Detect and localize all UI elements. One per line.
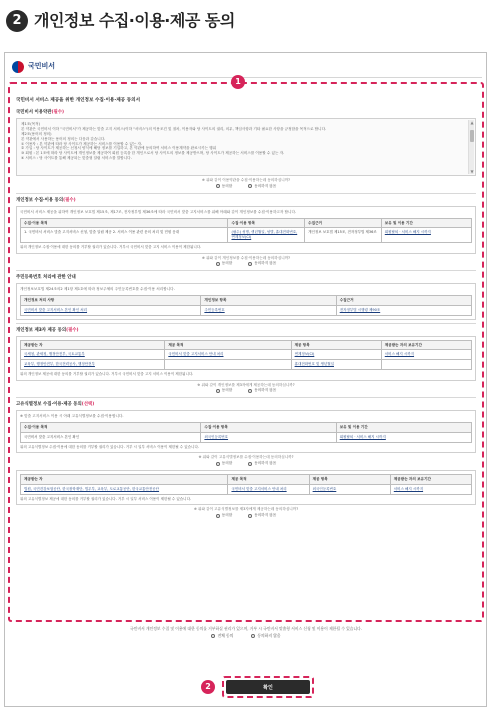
table-header: 제공 항목 (309, 475, 390, 485)
third-note: 위의 개인정보 제공에 대한 동의를 거부할 권리가 있습니다. 거부시 국민비서 맞춤 고지 서비스 이용이 제한됩니다. (20, 371, 194, 376)
radio-circle-icon (248, 262, 252, 266)
table-row (21, 432, 472, 442)
optional-third-radio-group (16, 513, 476, 518)
table-cell: (필수) 성명, 생년월일, 성별, 휴대전화번호, 연계정보(CI) (228, 228, 305, 242)
table-header: 수집·이용 목적 (21, 218, 228, 228)
radio-label: 동의함 (221, 261, 233, 266)
radio-circle-icon (251, 634, 255, 638)
optional-disagree-radio[interactable] (248, 461, 276, 466)
table-cell (165, 360, 291, 370)
third-question: ※ 위와 같이 개인정보를 제3자에게 제공하는데 동의하십니까? (197, 382, 295, 387)
table-cell: 외국인등록번호 (201, 432, 336, 442)
radio-circle-icon (216, 462, 220, 466)
collect-note: 위의 개인정보 수집·이용에 대한 동의를 거부할 권리가 있습니다. 거부시 국민비서 맞춤 고지 서비스 이용이 제한됩니다. (20, 244, 202, 249)
required-tag: (필수) (63, 197, 76, 203)
radio-label: 동의하지 않음 (254, 461, 277, 466)
table-header: 수집근거 (336, 296, 471, 306)
terms-line: 제2조(용어의 정의) (21, 131, 52, 136)
radio-circle-icon (248, 184, 252, 188)
radio-circle-icon (216, 184, 220, 188)
optional-section-title (16, 402, 476, 408)
unique-box (16, 283, 476, 319)
table-cell (381, 360, 471, 370)
table-header: 제공받는 자의 보유기간 (381, 340, 471, 350)
radio-circle-icon (248, 514, 252, 518)
optional-radio-group (16, 461, 476, 466)
scroll-up-icon[interactable]: ▲ (470, 120, 474, 126)
confirm-highlight (222, 676, 314, 698)
optional-title: 고유식별정보 수집·이용·제공 동의 (16, 402, 82, 408)
third-title: 개인정보 제3자 제공 동의 (16, 327, 67, 333)
table-cell: 회원탈퇴 · 서비스 해지 시까지 (336, 432, 471, 442)
table-header: 제공 목적 (228, 475, 309, 485)
scroll-down-icon[interactable]: ▼ (470, 169, 474, 175)
required-tag: (필수) (66, 327, 79, 333)
terms-line: ② 가입 : 당 사이트가 제공하는 신청서 양식에 해당 정보를 기입하고, 본 약관에 동의하여 서비스 이용계약을 완료시키는 행위 (21, 146, 217, 151)
optional-third-box (16, 470, 476, 505)
radio-circle-icon (216, 262, 220, 266)
collect-title: 개인정보 수집·이용 동의 (16, 197, 64, 203)
optional-third-agree-radio[interactable] (216, 513, 232, 518)
table-cell: 법원, 국민건강보험공단, 한국장학재단, 법무부, 교육부, 도로교통공단, 한국교통안전공단 (21, 484, 228, 494)
third-table (20, 340, 472, 370)
table-cell: 외국인등록번호 (309, 484, 390, 494)
third-section-title (16, 328, 476, 334)
collect-agree-radio[interactable] (216, 261, 232, 266)
logo (12, 60, 55, 74)
table-header: 개인정보 처리 사항 (21, 296, 201, 306)
optional-question: ※ 위와 같이 고유식별정보를 수집·이용하는데 동의하십니까? (198, 455, 294, 460)
agree-all-radio[interactable] (211, 633, 233, 638)
terms-line: ④ 서비스 : 당 사이트를 통해 제공되는 맞춤형 알림 서비스를 말합니다. (21, 156, 132, 161)
third-box (16, 336, 476, 381)
optional-agree-radio[interactable] (216, 461, 232, 466)
terms-disagree-radio[interactable] (248, 184, 276, 189)
table-cell: 1. 국민비서 서비스 맞춤 고지서비스 신청, 맞춤 알림 제공 2. 서비스 이용 관련 문의 처리 및 민원 응대 (21, 228, 228, 242)
radio-label: 동의하지 않음 (257, 633, 281, 638)
table-row (21, 305, 472, 315)
terms-line: ① 이용자 : 본 약관에 따라 당 사이트가 제공하는 서비스를 이용할 수 있는 자. (21, 141, 143, 146)
radio-circle-icon (216, 514, 220, 518)
divider (16, 193, 476, 194)
table-header: 제공 목적 (165, 340, 291, 350)
table-header: 제공 항목 (291, 340, 381, 350)
logo-text: 국민비서 (28, 62, 56, 71)
unique-desc: 개인정보보호법 제24조의2 제1항 제1호에 따라 정보주체의 주민등록번호를 수집·이용 처리합니다. (20, 287, 175, 292)
divider (16, 323, 476, 324)
terms-line: 본 약관은 국민비서 이하 "국민비서"가 제공하는 맞춤 고지 서비스(이하 "서비스")의 이용조건 및 절차, 이용자와 당 사이트의 권리, 의무, 책임사항과 기타 필요한 사항을 규정함을 목적으로 합니다. (21, 126, 327, 131)
collect-question: ※ 위와 같이 개인정보를 수집·이용하는데 동의하십니까? (201, 255, 291, 260)
optional-table (20, 422, 472, 443)
table-row (21, 360, 472, 370)
logo-divider (10, 77, 482, 78)
terms-line: ③ 회원 : 본 1조에 따라 당 사이트에 개인정보를 제공하여 회원 등록을 한 개인으로서 당 사이트의 정보를 제공받으며, 당 사이트가 제공하는 서비스를 이용할 수 있는 자. (21, 151, 285, 156)
taegeuk-logo-icon (12, 61, 24, 73)
table-cell: 국민비서 맞춤 고지서비스 본인 확인 (21, 432, 201, 442)
table-header: 수집·이용 항목 (228, 218, 305, 228)
terms-agree-radio[interactable] (216, 184, 232, 189)
collect-disagree-radio[interactable] (248, 261, 276, 266)
table-cell: 개인정보 보호법 제15조, 전자정부법 제36조 (305, 228, 382, 242)
radio-label: 동의함 (221, 183, 233, 188)
optional-third-question: ※ 위와 같이 고유식별정보를 제3자에게 제공하는데 동의하십니까? (193, 507, 299, 512)
divider (16, 397, 476, 398)
table-cell: 국세청, 관세청, 행정안전부, 국토교통부 (21, 350, 165, 360)
radio-circle-icon (216, 389, 220, 393)
table-cell: 국민비서 맞춤 고지서비스 본인 확인 처리 (21, 305, 201, 315)
page-title: 개인정보 수집·이용·제공 동의 (34, 11, 235, 31)
table-header: 수집근거 (305, 218, 382, 228)
table-cell: 휴대전화번호 및 생년월일 (291, 360, 381, 370)
confirm-button[interactable]: 확인 (226, 680, 310, 694)
terms-radio-group (16, 184, 476, 189)
table-header: 수집·이용 목적 (21, 423, 201, 433)
step-badge: 2 (6, 10, 28, 32)
table-cell: 교육부, 행정안전부, 한국전력공사, 행정안전부 (21, 360, 165, 370)
table-cell: 연계정보(CI) (291, 350, 381, 360)
disagree-all-radio[interactable] (251, 633, 280, 638)
radio-label: 동의함 (221, 461, 233, 466)
annotation-marker-1: 1 (231, 75, 245, 89)
collect-section-title (16, 198, 476, 204)
optional-third-note: 위의 고유식별정보 제공에 대한 동의를 거부할 권리가 있습니다. 거부 시 일부 서비스 이용이 제한될 수 있습니다. (20, 496, 192, 501)
footer-note: 국민비서 개인정보 수집 및 이용에 대한 동의를 거부하실 권리가 있으며, 거부 시 국민비서 맞춤형 서비스 신청 및 이용이 제한될 수 있습니다. (130, 626, 362, 631)
footer-radio-group (10, 633, 482, 638)
optional-note: 위의 고유식별정보 수집·이용에 대한 동의를 거부할 권리가 있습니다. 거부 시 일부 서비스 이용이 제한될 수 있습니다. (20, 444, 199, 449)
table-cell: 국민비서 맞춤 고지서비스 안내 처리 (165, 350, 291, 360)
radio-label: 전체 동의 (217, 633, 234, 638)
table-cell: 서비스 해지 시까지 (390, 484, 471, 494)
collect-desc: 국민비서 서비스 제공을 위하여 개인정보 보호법 제15조, 제17조, 전자정부법 제36조에 따라 국민비서 맞춤 고지서비스를 위해 아래와 같이 개인정보를 수집·이용하고자 합니다. (20, 209, 297, 214)
table-header: 개인정보 항목 (201, 296, 336, 306)
table-cell: 전자정부법 시행령 제90조 (336, 305, 471, 315)
annotation-marker-2: 2 (201, 680, 215, 694)
radio-label: 동의하지 않음 (254, 513, 277, 518)
terms-title: 국민비서 이용약관 (16, 110, 52, 116)
table-cell: 국민비서 맞춤 고지서비스 안내 처리 (228, 484, 309, 494)
scroll-thumb[interactable] (470, 130, 474, 142)
terms-line: 제1조(목적) (21, 122, 40, 127)
terms-scrollbox[interactable] (16, 118, 476, 176)
radio-label: 동의하지 않음 (254, 388, 277, 393)
table-row (21, 350, 472, 360)
unique-table (20, 295, 472, 316)
terms-question: ※ 위와 같이 이용약관을 수집·이용하는데 동의하십니까? (201, 178, 291, 183)
consent-doc-title: 국민비서 서비스 제공을 위한 개인정보 수집·이용·제공 동의서 (16, 98, 141, 103)
table-header: 제공받는 자의 보유기간 (390, 475, 471, 485)
radio-label: 동의하지 않음 (254, 183, 277, 188)
collect-box (16, 206, 476, 254)
unique-section-title: 주민등록번호 처리에 관한 안내 (16, 275, 76, 281)
radio-label: 동의하지 않음 (254, 261, 277, 266)
table-row (21, 484, 472, 494)
third-radio-group (16, 388, 476, 393)
consent-area (8, 82, 484, 622)
table-header: 보유 및 이용 기간 (381, 218, 471, 228)
radio-circle-icon (248, 462, 252, 466)
collect-table (20, 218, 472, 243)
table-cell: 주민등록번호 (201, 305, 336, 315)
radio-circle-icon (248, 389, 252, 393)
table-row (21, 228, 472, 242)
collect-radio-group (16, 261, 476, 266)
optional-third-table (20, 474, 472, 495)
table-cell: 회원탈퇴 · 서비스 해지 시까지 (381, 228, 471, 242)
table-header: 제공받는 자 (21, 340, 165, 350)
terms-line: 본 약관에서 사용하는 용어의 정의는 다음과 같습니다. (21, 136, 106, 141)
radio-label: 동의함 (221, 388, 233, 393)
table-cell: 서비스 해지 시까지 (381, 350, 471, 360)
table-header: 보유 및 이용 기간 (336, 423, 471, 433)
third-agree-radio[interactable] (216, 388, 232, 393)
page-header (6, 6, 486, 36)
table-header: 수집·이용 항목 (201, 423, 336, 433)
optional-box (16, 410, 476, 453)
optional-desc: ※ 맞춤 고지서비스 이용 시 아래 고유식별정보를 수집·이용합니다. (20, 414, 124, 419)
terms-section-title (16, 110, 476, 116)
required-tag: (필수) (51, 110, 64, 116)
optional-third-disagree-radio[interactable] (248, 513, 276, 518)
optional-tag: (선택) (81, 402, 95, 408)
third-disagree-radio[interactable] (248, 388, 276, 393)
terms-scrollbar[interactable] (468, 120, 474, 174)
radio-label: 동의함 (221, 513, 233, 518)
table-header: 제공받는 자 (21, 475, 228, 485)
divider (16, 270, 476, 271)
radio-circle-icon (211, 634, 215, 638)
